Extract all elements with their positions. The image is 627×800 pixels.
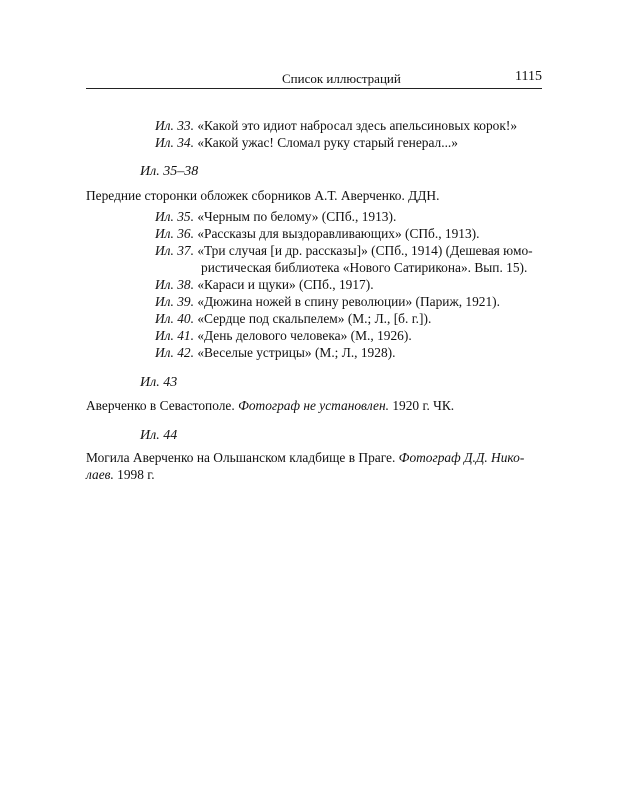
caption-continuation <box>86 466 155 483</box>
illustration-text: «Дюжина ножей в спину революции» (Париж, 1921). <box>197 294 500 309</box>
illustration-text: «Сердце под скальпелем» (М.; Л., [б. г.]). <box>197 311 432 326</box>
section-heading: Ил. 35–38 <box>140 164 199 179</box>
illustration-text: «Три случая [и др. рассказы]» (СПб., 1914) (Дешевая юмо- <box>197 243 533 258</box>
illustration-label: Ил. 39. <box>155 294 194 309</box>
caption-text: Могила Аверченко на Ольшанском кладбище в Праге. <box>86 450 399 465</box>
list-item <box>155 242 533 259</box>
illustration-label: Ил. 42. <box>155 345 194 360</box>
header-title: Список иллюстраций <box>282 71 401 86</box>
caption <box>86 449 524 466</box>
illustration-label: Ил. 38. <box>155 277 194 292</box>
photographer-credit: Фотограф Д.Д. Нико- <box>398 450 525 465</box>
list-item <box>155 134 458 151</box>
caption-text: Аверченко в Севастополе. <box>86 398 239 413</box>
illustration-text: «Рассказы для выздоравливающих» (СПб., 1913). <box>197 226 480 241</box>
illustration-text: «Караси и щуки» (СПб., 1917). <box>197 277 374 292</box>
list-item <box>155 344 395 361</box>
illustration-label: Ил. 35. <box>155 209 194 224</box>
page-number: 1115 <box>515 69 542 84</box>
list-item-continuation: ристическая библиотека «Нового Сатирикона». Вып. 15). <box>201 260 528 275</box>
caption-date: 1920 г. ЧК. <box>388 398 455 413</box>
illustration-label: Ил. 33. <box>155 118 194 133</box>
section-heading: Ил. 44 <box>140 428 178 443</box>
illustration-text: «Веселые устрицы» (М.; Л., 1928). <box>197 345 396 360</box>
list-item <box>155 276 374 293</box>
illustration-label: Ил. 34. <box>155 135 194 150</box>
photographer-credit: Фотограф не установлен. <box>238 398 389 413</box>
list-item <box>155 117 517 134</box>
list-item <box>155 208 396 225</box>
illustration-text: «Черным по белому» (СПб., 1913). <box>197 209 397 224</box>
list-item <box>155 327 412 344</box>
running-header <box>86 68 542 89</box>
illustration-label: Ил. 36. <box>155 226 194 241</box>
list-item <box>155 310 431 327</box>
caption <box>86 397 454 414</box>
illustration-label: Ил. 41. <box>155 328 194 343</box>
list-item <box>155 225 480 242</box>
photographer-credit-cont: лаев. <box>86 467 114 482</box>
illustration-text: «Какой это идиот набросал здесь апельсиновых корок!» <box>197 118 518 133</box>
illustration-label: Ил. 37. <box>155 243 194 258</box>
caption-date: 1998 г. <box>113 467 155 482</box>
section-heading: Ил. 43 <box>140 375 178 390</box>
section-description: Передние сторонки обложек сборников А.Т. Аверченко. ДДН. <box>86 188 440 203</box>
illustration-text: «День делового человека» (М., 1926). <box>197 328 412 343</box>
illustration-label: Ил. 40. <box>155 311 194 326</box>
illustration-text: «Какой ужас! Сломал руку старый генерал...» <box>197 135 458 150</box>
list-item <box>155 293 500 310</box>
